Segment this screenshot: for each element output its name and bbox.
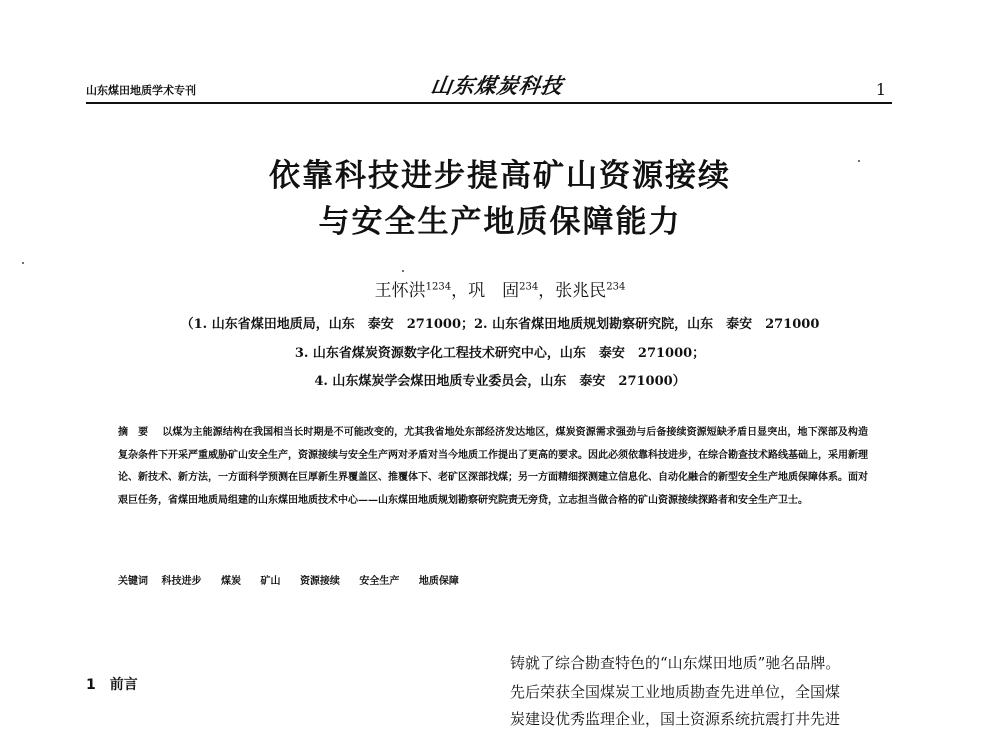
page-number: 1: [875, 80, 886, 99]
keyword: 地质保障: [418, 576, 459, 587]
title-line-2: 与安全生产地质保障能力: [318, 204, 682, 240]
section-title: 前言: [109, 677, 138, 693]
keyword: 矿山: [260, 576, 281, 587]
abstract-text: 以煤为主能源结构在我国相当长时期是不可能改变的，尤其我省地处东部经济发达地区，煤炭资源需求强劲与后备接续资源短缺矛盾日显突出，地下深部及构造复杂条件下开采严重威胁矿山安全生产，资源接续与安全生产两对矛盾对当今地质工作提出了更高的要求。因此必须依靠科技进步，在综合勘查技术路线基础上，采用新理论、新技术、新方法，一方面科学预测在巨厚新生界覆盖区、推覆体下、老矿区深部找煤；另一方面精细探测建立信息化、自动化融合的新型安全生产地质保障体系。面对艰巨任务，省煤田地质局组建的山东煤田地质技术中心——山东煤田地质规划勘察研究院责无旁贷，立志担当做合格的矿山资源接续探路者和安全生产卫士。: [118, 427, 868, 506]
keyword: 煤炭: [220, 576, 241, 587]
body-text-line: 先后荣获全国煤炭工业地质勘查先进单位，全国煤: [510, 683, 841, 701]
section-heading: [86, 674, 138, 694]
scan-speck: [22, 262, 24, 264]
abstract: [118, 422, 868, 512]
affiliation-line: （1. 山东省煤田地质局，山东 泰安 271000；2. 山东省煤田地质规划勘察研究院，山东 泰安 271000: [180, 317, 820, 332]
scan-speck: [402, 270, 404, 272]
abstract-label: 摘 要: [118, 427, 149, 438]
author-separator: ，: [451, 281, 469, 301]
keywords-label: 关键词: [118, 576, 148, 587]
author-separator: ，: [538, 281, 556, 301]
author-name: 张兆民: [555, 281, 607, 301]
affiliation-line: 3. 山东省煤炭资源数字化工程技术研究中心，山东 泰安 271000；: [294, 346, 706, 361]
body-text-line: 炭建设优秀监理企业，国土资源系统抗震打井先进: [510, 710, 841, 728]
body-text-line: 铸就了综合勘查特色的“山东煤田地质”驰名品牌。: [510, 654, 841, 672]
author-affiliation-mark: 1234: [425, 281, 452, 293]
author-name: 巩 固: [468, 281, 520, 301]
author-affiliation-mark: 234: [519, 281, 539, 293]
author-list: [0, 276, 1000, 301]
journal-name: 山东煤田地质学术专刊: [86, 84, 196, 97]
keyword: 科技进步: [161, 576, 202, 587]
affiliation-line: 4. 山东煤炭学会煤田地质专业委员会，山东 泰安 271000）: [314, 374, 686, 389]
keyword: 安全生产: [359, 576, 400, 587]
title-line-1: 依靠科技进步提高矿山资源接续: [269, 158, 731, 194]
keywords: [118, 572, 475, 587]
running-header: [86, 72, 892, 104]
scan-speck: [858, 160, 860, 162]
author-name: 王怀洪: [374, 281, 426, 301]
journal-logo: 山东煤炭科技: [429, 73, 565, 98]
keyword: 资源接续: [299, 576, 340, 587]
author-affiliation-mark: 234: [606, 281, 626, 293]
section-number: 1: [86, 677, 96, 693]
